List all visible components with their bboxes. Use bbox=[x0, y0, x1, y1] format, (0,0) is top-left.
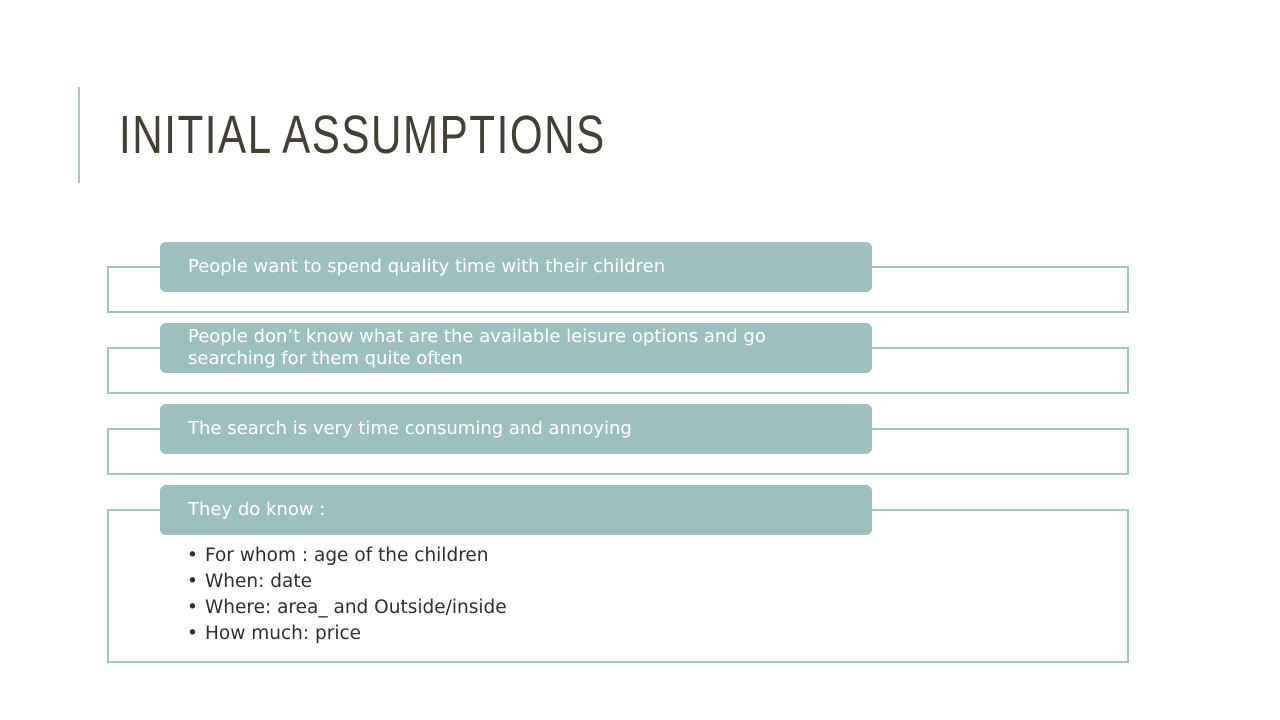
assumption-text-1: People want to spend quality time with their children bbox=[188, 256, 666, 277]
assumption-header-3 bbox=[160, 404, 872, 454]
assumption-header-4 bbox=[160, 485, 872, 535]
assumption-item-3 bbox=[107, 404, 1129, 475]
title-accent-bar bbox=[78, 87, 80, 183]
assumption-item-2 bbox=[107, 323, 1129, 394]
assumption-text-2: People don’t know what are the available leisure options and go searching for them quite often bbox=[188, 326, 766, 369]
assumption-text-4: They do know : bbox=[188, 499, 326, 520]
slide-title: INITIAL ASSUMPTIONS bbox=[119, 105, 606, 165]
assumption-item-1 bbox=[107, 242, 1129, 313]
list-item: • How much: price bbox=[187, 621, 507, 647]
list-item: • For whom : age of the children bbox=[187, 543, 507, 569]
assumption-text-3: The search is very time consuming and annoying bbox=[188, 418, 632, 439]
assumption-item-4 bbox=[107, 485, 1129, 663]
list-item: • When: date bbox=[187, 569, 507, 595]
known-factors-list bbox=[187, 543, 507, 647]
list-item: • Where: area_ and Outside/inside bbox=[187, 595, 507, 621]
assumption-header-2 bbox=[160, 323, 872, 373]
assumption-header-1 bbox=[160, 242, 872, 292]
